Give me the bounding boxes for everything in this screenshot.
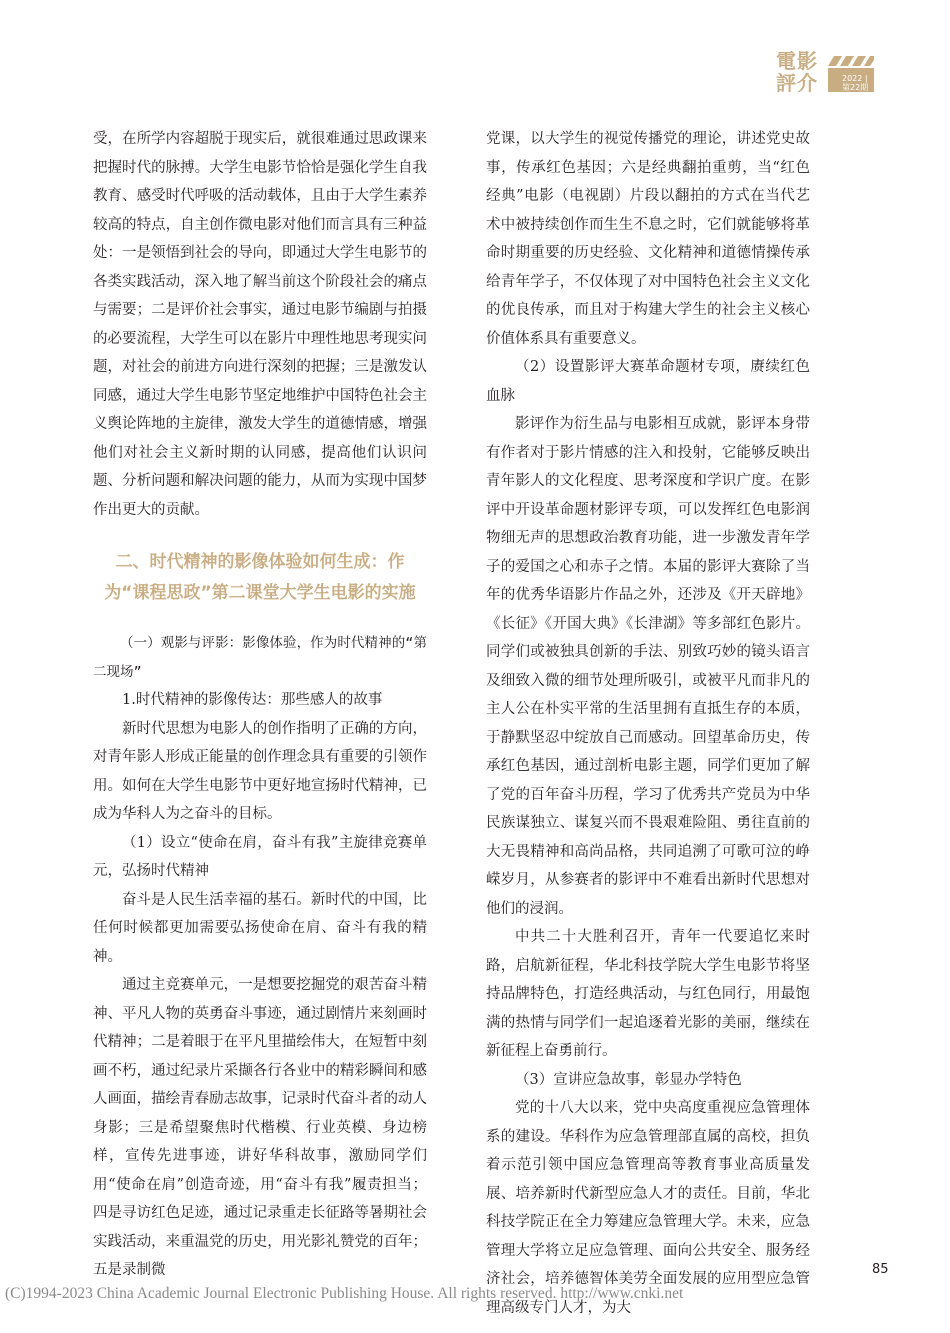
journal-issue: 2022 | 第22期 <box>842 74 869 92</box>
heading: （2）设置影评大赛革命题材专项，赓续红色血脉 <box>486 359 810 404</box>
paragraph: 党课，以大学生的视觉传播党的理论，讲述党史故事，传承红色基因；六是经典翻拍重剪，当“红色经典”电影（电视剧）片段以翻拍的方式在当代艺术中被持续创作而生生不息之时，它们就能够将革命时期重要的历史经验、文化精神和道德情操传承给青年学子，不仅体现了对中国特色社会主义文化的优良传承，而且对于构建大学生的社会主义核心价值体系具有重要意义。 <box>486 131 810 347</box>
left-column <box>93 125 427 1285</box>
paragraph: 新时代思想为电影人的创作指明了正确的方向，对青年影人形成正能量的创作理念具有重要的引领作用。如何在大学生电影节中更好地宣扬时代精神，已成为华科人为之奋斗的目标。 <box>93 720 427 822</box>
heading: 1.时代精神的影像传达：那些感人的故事 <box>122 692 383 708</box>
paragraph: 影评作为衍生品与电影相互成就，影评本身带有作者对于影片情感的注入和投射，它能够反映出青年影人的文化程度、思考深度和学识广度。在影评中开设革命题材影评专项，可以发挥红色电影润物细无声的思想政治教育功能，进一步激发青年学子的爱国之心和赤子之情。本届的影评大赛除了当年的优秀华语影片作品之外，还涉及《开天辟地》《长征》《开国大典》《长津湖》等多部红色影片。同学们或被独具创新的手法、别致巧妙的镜头语言及细致入微的细节处理所吸引，或被平凡而非凡的主人公在朴实平常的生活里拥有直抵生存的本质，于静默坚忍中绽放自己而感动。回望革命历史，传承红色基因，通过剖析电影主题，同学们更加了解了党的百年奋斗历程，学习了优秀共产党员为中华民族谋独立、谋复兴而不畏艰难险阻、勇往直前的大无畏精神和高尚品格，共同追溯了可歌可泣的峥嵘岁月，从参赛者的影评中不难看出新时代思想对他们的浸润。 <box>486 416 810 917</box>
heading: （1）设立“使命在肩，奋斗有我”主旋律竞赛单元，弘扬时代精神 <box>93 834 427 879</box>
paragraph: 中共二十大胜利召开，青年一代要追忆来时路，启航新征程，华北科技学院大学生电影节将坚持品牌特色，打造经典活动，与红色同行，用最饱满的热情与同学们一起追逐着光影的美丽，继续在新征程上奋勇前行。 <box>486 929 810 1059</box>
page-number: 85 <box>872 1262 889 1277</box>
footer-copyright: (C)1994-2023 China Academic Journal Electronic Publishing House. All rights reserved. http://www.cnki.net <box>5 1285 684 1302</box>
journal-logo <box>772 50 876 100</box>
section-title: 二、时代精神的影像体验如何生成：作为“课程思政”第二课堂大学生电影的实施 <box>104 552 416 603</box>
subsection-heading: （一）观影与评影：影像体验，作为时代精神的“第二现场” <box>93 635 427 680</box>
paragraph: 奋斗是人民生活幸福的基石。新时代的中国，比任何时候都更加需要弘扬使命在肩、奋斗有我的精神。 <box>93 891 427 965</box>
paragraph: 党的十八大以来，党中央高度重视应急管理体系的建设。华科作为应急管理部直属的高校，担负着示范引领中国应急管理高等教育事业高质量发展、培养新时代新型应急人才的责任。目前，华北科技学院正在全力筹建应急管理大学。未来，应急管理大学将立足应急管理、面向公共安全、服务经济社会，培养德智体美劳全面发展的应用型应急管理高级专门人才，为大 <box>486 1100 810 1316</box>
right-column <box>486 125 810 1322</box>
paragraph: 通过主竞赛单元，一是想要挖掘党的艰苦奋斗精神、平凡人物的英勇奋斗事迹，通过剧情片来刻画时代精神；二是着眼于在平凡里描绘伟大，在短暂中刻画不朽，通过纪录片采撷各行各业中的精彩瞬间和感人画面，描绘青春励志故事，记录时代奋斗者的动人身影；三是希望聚焦时代楷模、行业英模、身边榜样，宣传先进事迹，讲好华科故事，激励同学们用“使命在肩”创造奇迹，用“奋斗有我”履责担当；四是寻访红色足迹，通过记录重走长征路等暑期社会实践活动，来重温党的历史，用光影礼赞党的百年；五是录制微 <box>93 977 427 1278</box>
journal-logo-calligraphy: 電影 評介 <box>776 49 818 95</box>
heading: （3）宣讲应急故事，彰显办学特色 <box>515 1071 742 1088</box>
paragraph: 受，在所学内容超脱于现实后，就很难通过思政课来把握时代的脉搏。大学生电影节恰恰是强化学生自我教育、感受时代呼吸的活动载体，且由于大学生素养较高的特点，自主创作微电影对他们而言具有三种益处：一是领悟到社会的导向，即通过大学生电影节的各类实践活动，深入地了解当前这个阶段社会的痛点与需要；二是评价社会事实，通过电影节编剧与拍摄的必要流程，大学生可以在影片中理性地思考现实问题，对社会的前进方向进行深刻的把握；三是激发认同感，通过大学生电影节坚定地维护中国特色社会主义舆论阵地的主旋律，激发大学生的道德情感，增强他们对社会主义新时期的认同感，提高他们认识问题、分析问题和解决问题的能力，从而为实现中国梦作出更大的贡献。 <box>93 131 427 518</box>
